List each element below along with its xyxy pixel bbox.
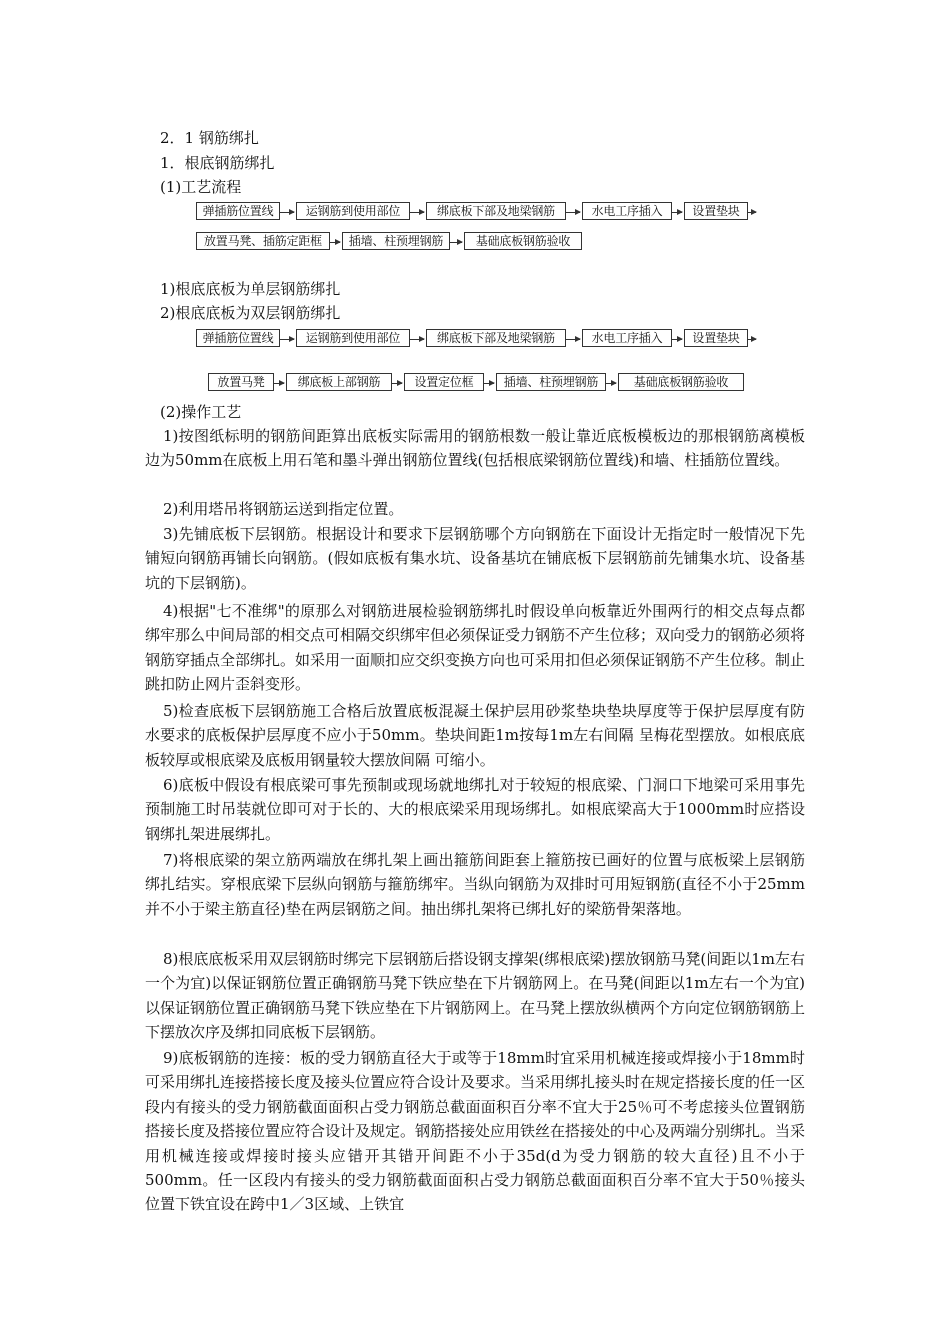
operation-heading: (2)操作工艺 [160,403,242,421]
flow1-step-2: 运钢筋到使用部位 [296,202,410,220]
flow2-step-4: 水电工序插入 [582,329,672,347]
paragraph-1: 1)按图纸标明的钢筋间距算出底板实际需用的钢筋根数一般让靠近底板模板边的那根钢筋离模板边为50mm在底板上用石笔和墨斗弹出钢筋位置线(包括根底梁钢筋位置线)和墙、柱插筋位置线。 [145,427,805,470]
flow1-step-5: 设置垫块 [684,202,748,220]
paragraph-3: 3)先铺底板下层钢筋。根据设计和要求下层钢筋哪个方向钢筋在下面设计无指定时一般情况下先铺短向钢筋再铺长向钢筋。(假如底板有集水坑、设备基坑在铺底板下层钢筋前先铺集水坑、设备基坑的下层钢筋)。 [145,525,805,592]
flow-arrow [484,383,494,384]
paragraph-5: 5)检查底板下层钢筋施工合格后放置底板混凝土保护层用砂浆垫块垫块厚度等于保护层厚度有防水要求的底板保护层厚度不应小于50mm。垫块间距1m按每1m左右间隔 呈梅花型摆放。如根底底板较厚或根底梁及底板用钢量较大摆放间隔 可缩小。 [145,702,805,769]
flow-arrow [672,339,682,340]
flow1-step-7: 插墙、柱预埋钢筋 [342,232,450,250]
flow1-step-6: 放置马凳、插筋定距框 [196,232,330,250]
paragraph-7: 7)将根底梁的架立筋两端放在绑扎架上画出箍筋间距套上箍筋按已画好的位置与底板梁上层钢筋绑扎结实。穿根底梁下层纵向钢筋与箍筋绑牢。当纵向钢筋为双排时可用短钢筋(直径不小于25mm并不小于梁主筋直径)垫在两层钢筋之间。抽出绑扎架将已绑扎好的梁筋骨架落地。 [145,851,805,918]
paragraph-4: 4)根据"七不准绑"的原那么对钢筋进展检验钢筋绑扎时假设单向板靠近外围两行的相交点每点都绑牢那么中间局部的相交点可相隔交织绑牢但必须保证受力钢筋不产生位移；双向受力的钢筋必须将钢筋穿插点全部绑扎。如采用一面顺扣应交织变换方向也可采用扣但必须保证钢筋不产生位移。制止跳扣防止网片歪斜变形。 [145,602,806,694]
flow-arrow [606,383,616,384]
flow2-step-9: 插墙、柱预埋钢筋 [496,373,606,391]
flow-arrow [748,339,756,340]
single-layer-heading: 1)根底底板为单层钢筋绑扎 [160,280,341,298]
flow-arrow [410,339,424,340]
flow-arrow [274,383,284,384]
flow-arrow [566,339,580,340]
double-layer-heading: 2)根底底板为双层钢筋绑扎 [160,304,341,322]
paragraph-6: 6)底板中假设有根底梁可事先预制或现场就地绑扎对于较短的根底梁、门洞口下地梁可采用事先预制施工时吊装就位即可对于长的、大的根底梁采用现场绑扎。如根底梁高大于1000mm时应搭设钢绑扎架进展绑扎。 [145,776,805,843]
flow1-step-4: 水电工序插入 [582,202,672,220]
flow2-step-8: 设置定位框 [404,373,484,391]
subsection-heading: 1．根底钢筋绑扎 [160,154,275,172]
flow2-step-5: 设置垫块 [684,329,748,347]
flow-arrow [280,339,294,340]
flow2-step-3: 绑底板下部及地梁钢筋 [426,329,566,347]
section-heading: 2．1 钢筋绑扎 [160,129,259,147]
paragraph-9: 9)底板钢筋的连接：板的受力钢筋直径大于或等于18mm时宜采用机械连接或焊接小于18mm时可采用绑扎连接搭接长度及接头位置应符合设计及要求。当采用绑扎接头时在规定搭接长度的任一区段内有接头的受力钢筋截面面积占受力钢筋总截面面积百分率不宜大于25％可不考虑接头位置钢筋搭接长度及搭接位置应符合设计及规定。钢筋搭接处应用铁丝在搭接处的中心及两端分别绑扎。当采用机械连接或焊接时接头应错开其错开间距不小于35d(d为受力钢筋的较大直径)且不小于500mm。任一区段内有接头的受力钢筋截面面积占受力钢筋总截面面积百分率不宜大于50％接头位置下铁宜设在跨中1／3区域、上铁宜 [145,1049,806,1214]
flow2-step-7: 绑底板上部钢筋 [286,373,392,391]
flow2-step-10: 基础底板钢筋验收 [618,373,744,391]
paragraph-2: 2)利用塔吊将钢筋运送到指定位置。 [163,500,404,518]
process-title: (1)工艺流程 [160,178,242,196]
flow1-step-3: 绑底板下部及地梁钢筋 [426,202,566,220]
paragraph-8: 8)根底底板采用双层钢筋时绑完下层钢筋后搭设钢支撑架(绑根底梁)摆放钢筋马凳(间距以1m左右一个为宜)以保证钢筋位置正确钢筋马凳下铁应垫在下片钢筋网上。在马凳(间距以1m左右一个为宜)以保证钢筋位置正确钢筋马凳下铁应垫在下片钢筋网上。在马凳上摆放纵横两个方向定位钢筋钢筋上下摆放次序及绑扣同底板下层钢筋。 [145,950,806,1042]
flow2-step-1: 弹插筋位置线 [196,329,280,347]
flow-arrow [392,383,402,384]
flow2-step-2: 运钢筋到使用部位 [296,329,410,347]
flow1-step-8: 基础底板钢筋验收 [464,232,582,250]
flow2-step-6: 放置马凳 [208,373,274,391]
flow1-step-1: 弹插筋位置线 [196,202,280,220]
